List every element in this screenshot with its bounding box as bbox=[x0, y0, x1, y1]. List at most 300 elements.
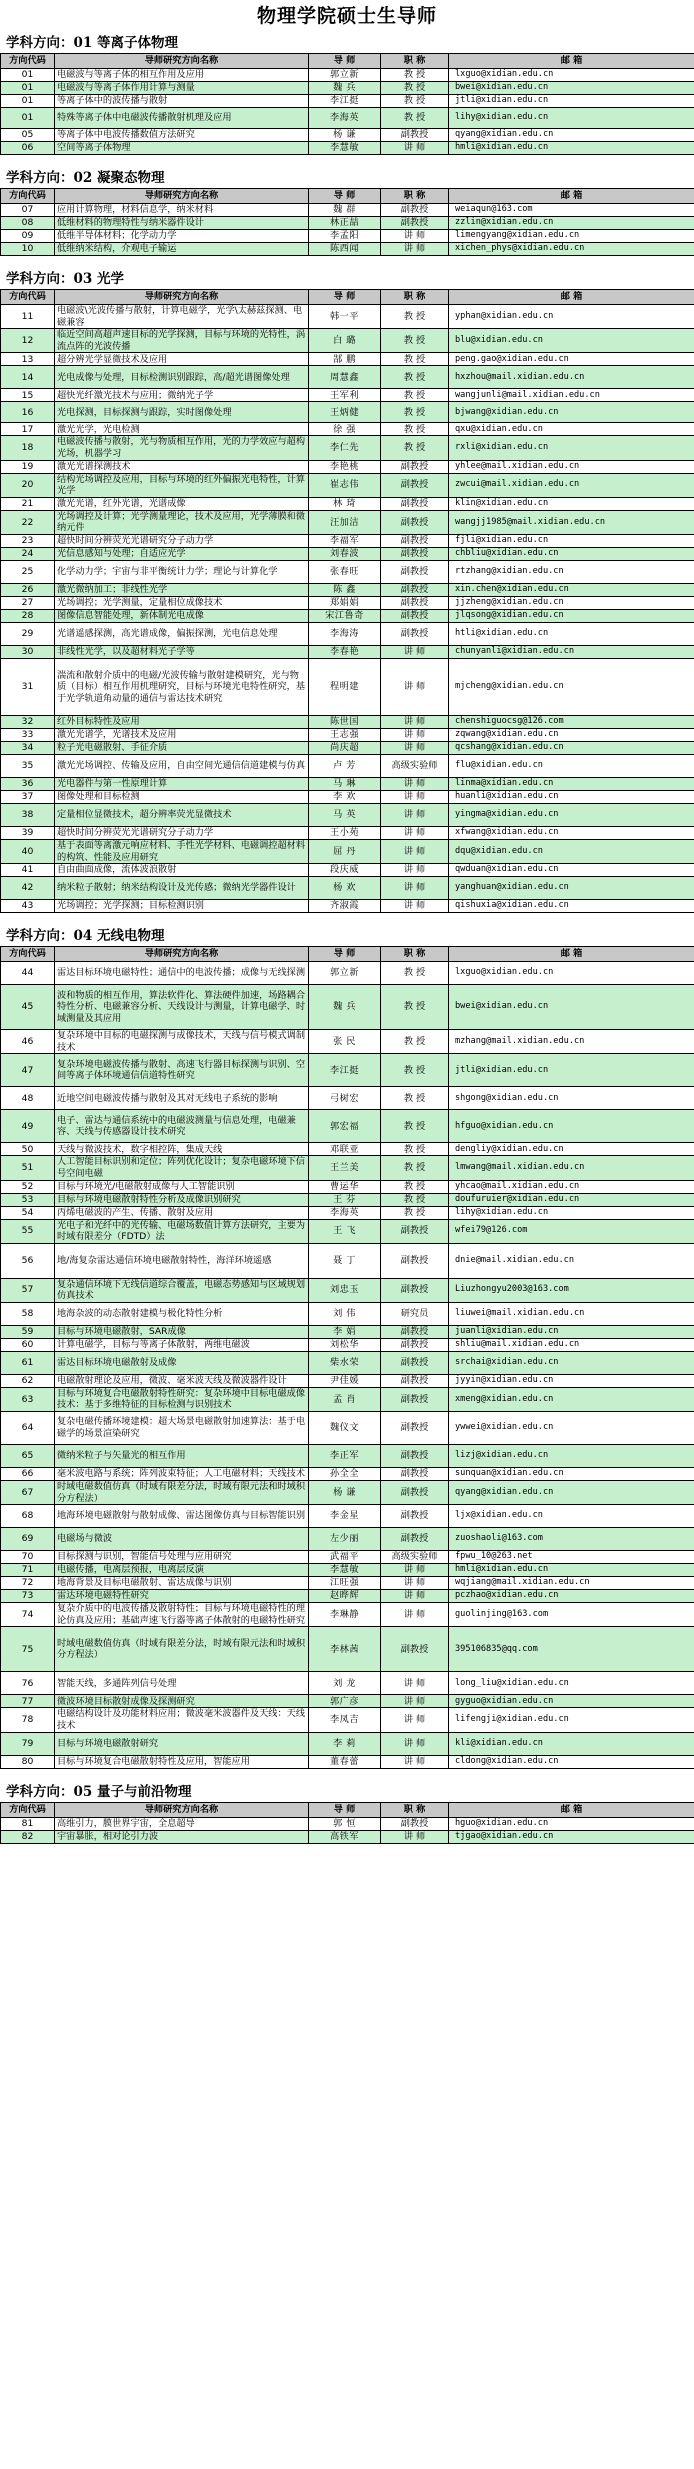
advisor-email[interactable]: ljx@xidian.edu.cn bbox=[449, 1505, 694, 1528]
advisor-title: 副教授 bbox=[381, 1627, 449, 1672]
advisor-title: 讲 师 bbox=[381, 1603, 449, 1627]
advisor-title: 副教授 bbox=[381, 204, 449, 217]
advisor-email[interactable]: doufuruier@xidian.edu.cn bbox=[449, 1193, 694, 1206]
table-row bbox=[1, 1054, 694, 1087]
section-heading: 学科方向：03 光学 bbox=[6, 271, 124, 287]
table-row bbox=[1, 777, 694, 790]
research-direction: 激光光谱，红外光谱，光谱成像 bbox=[55, 497, 309, 510]
research-direction: 空间等离子体物理 bbox=[55, 142, 309, 155]
research-direction: 激光光场调控、传输及应用，自由空间光通信信道建模与仿真 bbox=[55, 754, 309, 777]
advisor-name: 尚庆超 bbox=[309, 741, 381, 754]
advisor-name: 李福军 bbox=[309, 534, 381, 547]
direction-code: 07 bbox=[1, 204, 55, 217]
col-header-research: 导师研究方向名称 bbox=[55, 947, 309, 962]
table-row bbox=[1, 1755, 694, 1768]
research-direction: 超快时间分辨荧光光谱研究分子动力学 bbox=[55, 534, 309, 547]
direction-code: 42 bbox=[1, 877, 55, 900]
advisor-email[interactable]: hmli@xidian.edu.cn bbox=[449, 142, 694, 155]
table-row bbox=[1, 1412, 694, 1445]
col-header-title: 职 称 bbox=[381, 54, 449, 69]
table-row bbox=[1, 547, 694, 560]
research-direction: 地海杂波的动态散射建模与极化特性分析 bbox=[55, 1302, 309, 1325]
advisor-email[interactable]: bwei@xidian.edu.cn bbox=[449, 82, 694, 95]
advisor-email[interactable]: mjcheng@xidian.edu.cn bbox=[449, 658, 694, 715]
advisor-title: 副教授 bbox=[381, 1219, 449, 1243]
advisor-name: 弓树宏 bbox=[309, 1087, 381, 1110]
advisor-email[interactable]: yhlee@mail.xidian.edu.cn bbox=[449, 460, 694, 473]
table-row bbox=[1, 1505, 694, 1528]
direction-code: 21 bbox=[1, 497, 55, 510]
advisor-email[interactable]: lihy@xidian.edu.cn bbox=[449, 1206, 694, 1219]
research-direction: 激光微纳加工；非线性光学 bbox=[55, 583, 309, 596]
table-row bbox=[1, 1603, 694, 1627]
advisor-name: 崔志伟 bbox=[309, 473, 381, 497]
advisor-title: 讲 师 bbox=[381, 790, 449, 803]
direction-code: 50 bbox=[1, 1143, 55, 1156]
advisor-email[interactable]: Liuzhongyu2003@163.com bbox=[449, 1278, 694, 1302]
advisor-email[interactable]: gyguo@xidian.edu.cn bbox=[449, 1695, 694, 1708]
advisor-email[interactable]: wqjiang@mail.xidian.edu.cn bbox=[449, 1577, 694, 1590]
table-row bbox=[1, 82, 694, 95]
advisor-name: 王 芬 bbox=[309, 1193, 381, 1206]
advisor-title: 教 授 bbox=[381, 305, 449, 329]
advisor-name: 李江挺 bbox=[309, 1054, 381, 1087]
advisor-name: 陈西闻 bbox=[309, 243, 381, 256]
advisor-email[interactable]: flu@xidian.edu.cn bbox=[449, 754, 694, 777]
advisor-name: 王军利 bbox=[309, 389, 381, 402]
advisor-email[interactable]: cldong@xidian.edu.cn bbox=[449, 1755, 694, 1768]
advisor-name: 江旺强 bbox=[309, 1577, 381, 1590]
advisor-email[interactable]: chenshiguocsg@126.com bbox=[449, 715, 694, 728]
advisor-email[interactable]: long_liu@xidian.edu.cn bbox=[449, 1672, 694, 1695]
advisor-email[interactable]: yphan@xidian.edu.cn bbox=[449, 305, 694, 329]
table-row bbox=[1, 1302, 694, 1325]
advisor-email[interactable]: lxguo@xidian.edu.cn bbox=[449, 69, 694, 82]
advisor-name: 王炳健 bbox=[309, 402, 381, 423]
sections-container bbox=[0, 32, 694, 1844]
advisor-name: 柴水荣 bbox=[309, 1351, 381, 1374]
table-row bbox=[1, 583, 694, 596]
advisor-name: 李春艳 bbox=[309, 645, 381, 658]
direction-code: 63 bbox=[1, 1387, 55, 1411]
advisor-title: 讲 师 bbox=[381, 1732, 449, 1755]
direction-code: 52 bbox=[1, 1180, 55, 1193]
advisor-title: 副教授 bbox=[381, 1387, 449, 1411]
advisor-email[interactable]: linma@xidian.edu.cn bbox=[449, 777, 694, 790]
advisor-email[interactable]: qishuxia@xidian.edu.cn bbox=[449, 900, 694, 913]
advisor-email[interactable]: wangjj1985@mail.xidian.edu.cn bbox=[449, 510, 694, 534]
table-row bbox=[1, 473, 694, 497]
advisor-title: 讲 师 bbox=[381, 877, 449, 900]
advisor-name: 杨 欢 bbox=[309, 877, 381, 900]
advisor-name: 白 璐 bbox=[309, 329, 381, 353]
advisor-title: 讲 师 bbox=[381, 741, 449, 754]
direction-code: 11 bbox=[1, 305, 55, 329]
col-header-advisor: 导 师 bbox=[309, 1802, 381, 1817]
table-row bbox=[1, 366, 694, 389]
advisor-name: 陈世国 bbox=[309, 715, 381, 728]
research-direction: 激光光谱探测技术 bbox=[55, 460, 309, 473]
research-direction: 近地空间电磁波传播与散射及其对无线电子系统的影响 bbox=[55, 1087, 309, 1110]
advisor-email[interactable]: zwcui@mail.xidian.edu.cn bbox=[449, 473, 694, 497]
col-header-code: 方向代码 bbox=[1, 54, 55, 69]
advisor-email[interactable]: qyang@xidian.edu.cn bbox=[449, 129, 694, 142]
advisor-title: 讲 师 bbox=[381, 715, 449, 728]
advisor-email[interactable]: liuwei@mail.xidian.edu.cn bbox=[449, 1302, 694, 1325]
advisor-title: 讲 师 bbox=[381, 1830, 449, 1843]
advisor-title: 讲 师 bbox=[381, 1672, 449, 1695]
col-header-code: 方向代码 bbox=[1, 189, 55, 204]
research-direction: 电磁散射理论及应用，微波、毫米波天线及微波器件设计 bbox=[55, 1374, 309, 1387]
advisor-email[interactable]: htli@xidian.edu.cn bbox=[449, 622, 694, 645]
advisor-title: 副教授 bbox=[381, 1325, 449, 1338]
direction-code: 15 bbox=[1, 389, 55, 402]
advisor-name: 宋江鲁奇 bbox=[309, 609, 381, 622]
advisor-email[interactable]: dqu@xidian.edu.cn bbox=[449, 839, 694, 863]
research-direction: 化学动力学；宇宙与非平衡统计力学；理论与计算化学 bbox=[55, 560, 309, 583]
research-direction: 临近空间高超声速目标的光学探测，目标与环境的光特性，涡流点阵的光波传播 bbox=[55, 329, 309, 353]
advisor-email[interactable]: pczhao@xidian.edu.cn bbox=[449, 1590, 694, 1603]
advisor-email[interactable]: fjli@xidian.edu.cn bbox=[449, 534, 694, 547]
advisor-email[interactable]: xmeng@xidian.edu.cn bbox=[449, 1387, 694, 1411]
research-direction: 毫米波电路与系统；阵列波束特征；人工电磁材料；天线技术 bbox=[55, 1468, 309, 1481]
research-direction: 图像信息智能处理，新体制光电成像 bbox=[55, 609, 309, 622]
advisor-title: 副教授 bbox=[381, 547, 449, 560]
direction-code: 57 bbox=[1, 1278, 55, 1302]
advisor-email[interactable]: zqwang@xidian.edu.cn bbox=[449, 728, 694, 741]
advisor-email[interactable]: sunquan@xidian.edu.cn bbox=[449, 1468, 694, 1481]
research-direction: 激光光学，光电检测 bbox=[55, 423, 309, 436]
advisor-name: 李琳静 bbox=[309, 1603, 381, 1627]
advisor-email[interactable]: chbliu@xidian.edu.cn bbox=[449, 547, 694, 560]
direction-code: 09 bbox=[1, 230, 55, 243]
advisor-table bbox=[0, 946, 694, 1769]
advisor-email[interactable]: lihy@xidian.edu.cn bbox=[449, 108, 694, 129]
advisor-name: 李 莉 bbox=[309, 1732, 381, 1755]
col-header-title: 职 称 bbox=[381, 189, 449, 204]
advisor-email[interactable]: yanghuan@xidian.edu.cn bbox=[449, 877, 694, 900]
table-row bbox=[1, 129, 694, 142]
advisor-name: 李金星 bbox=[309, 1505, 381, 1528]
research-direction: 电磁场与微波 bbox=[55, 1528, 309, 1551]
advisor-email[interactable]: guolinjing@163.com bbox=[449, 1603, 694, 1627]
advisor-title: 教 授 bbox=[381, 329, 449, 353]
advisor-name: 王小苑 bbox=[309, 826, 381, 839]
advisor-email[interactable]: tjgao@xidian.edu.cn bbox=[449, 1830, 694, 1843]
advisor-table bbox=[0, 1802, 694, 1844]
advisor-email[interactable]: qxu@xidian.edu.cn bbox=[449, 423, 694, 436]
advisor-email[interactable]: shliu@mail.xidian.edu.cn bbox=[449, 1338, 694, 1351]
col-header-advisor: 导 师 bbox=[309, 189, 381, 204]
table-row bbox=[1, 1564, 694, 1577]
advisor-name: 孙全全 bbox=[309, 1468, 381, 1481]
advisor-email[interactable]: klin@xidian.edu.cn bbox=[449, 497, 694, 510]
advisor-email[interactable]: qcshang@xidian.edu.cn bbox=[449, 741, 694, 754]
advisor-name: 刘松华 bbox=[309, 1338, 381, 1351]
table-row bbox=[1, 1325, 694, 1338]
direction-code: 26 bbox=[1, 583, 55, 596]
advisor-email[interactable]: weiaqun@163.com bbox=[449, 204, 694, 217]
research-direction: 复杂通信环境下无线信道综合覆盖，电磁态势感知与区域规划仿真技术 bbox=[55, 1278, 309, 1302]
advisor-email[interactable]: xin.chen@xidian.edu.cn bbox=[449, 583, 694, 596]
page-title: 物理学院硕士生导师 bbox=[256, 5, 437, 27]
direction-code: 68 bbox=[1, 1505, 55, 1528]
advisor-email[interactable]: zzlin@xidian.edu.cn bbox=[449, 217, 694, 230]
advisor-title: 副教授 bbox=[381, 1528, 449, 1551]
research-direction: 电磁波与等离子体的相互作用及应用 bbox=[55, 69, 309, 82]
advisor-title: 讲 师 bbox=[381, 142, 449, 155]
research-direction: 光信息感知与处理；自适应光学 bbox=[55, 547, 309, 560]
col-header-research: 导师研究方向名称 bbox=[55, 54, 309, 69]
advisor-name: 周慧鑫 bbox=[309, 366, 381, 389]
col-header-email: 邮 箱 bbox=[449, 189, 694, 204]
advisor-title: 副教授 bbox=[381, 473, 449, 497]
advisor-name: 刘春波 bbox=[309, 547, 381, 560]
advisor-title: 教 授 bbox=[381, 353, 449, 366]
research-direction: 微波环境目标散射成像及探测研究 bbox=[55, 1695, 309, 1708]
table-row bbox=[1, 230, 694, 243]
advisor-title: 教 授 bbox=[381, 1087, 449, 1110]
advisor-name: 李孟阳 bbox=[309, 230, 381, 243]
advisor-email[interactable]: dengliy@xidian.edu.cn bbox=[449, 1143, 694, 1156]
advisor-name: 卢 芳 bbox=[309, 754, 381, 777]
research-direction: 目标与环境电磁散射研究 bbox=[55, 1732, 309, 1755]
discipline-section bbox=[0, 167, 694, 256]
direction-code: 47 bbox=[1, 1054, 55, 1087]
advisor-title: 教 授 bbox=[381, 1054, 449, 1087]
advisor-name: 齐淑霞 bbox=[309, 900, 381, 913]
advisor-name: 李海涛 bbox=[309, 622, 381, 645]
table-row bbox=[1, 1338, 694, 1351]
advisor-name: 李凤吉 bbox=[309, 1708, 381, 1732]
advisor-email[interactable]: qwduan@xidian.edu.cn bbox=[449, 864, 694, 877]
col-header-title: 职 称 bbox=[381, 947, 449, 962]
advisor-email[interactable]: lmwang@mail.xidian.edu.cn bbox=[449, 1156, 694, 1180]
advisor-email[interactable]: hxzhou@mail.xidian.edu.cn bbox=[449, 366, 694, 389]
advisor-title: 副教授 bbox=[381, 609, 449, 622]
table-row bbox=[1, 609, 694, 622]
advisor-email[interactable]: jtli@xidian.edu.cn bbox=[449, 95, 694, 108]
advisor-title: 副教授 bbox=[381, 1468, 449, 1481]
advisor-email[interactable]: lxguo@xidian.edu.cn bbox=[449, 962, 694, 985]
advisor-email[interactable]: xichen_phys@xidian.edu.cn bbox=[449, 243, 694, 256]
advisor-email[interactable]: jyyin@xidian.edu.cn bbox=[449, 1374, 694, 1387]
advisor-table bbox=[0, 289, 694, 913]
table-row bbox=[1, 658, 694, 715]
research-direction: 目标与环境复合电磁散射特性及应用，智能应用 bbox=[55, 1755, 309, 1768]
discipline-section bbox=[0, 925, 694, 1769]
advisor-title: 教 授 bbox=[381, 108, 449, 129]
advisor-email[interactable]: rxli@xidian.edu.cn bbox=[449, 436, 694, 460]
research-direction: 丙烯电磁波的产生、传播、散射及应用 bbox=[55, 1206, 309, 1219]
advisor-title: 副教授 bbox=[381, 1351, 449, 1374]
table-row bbox=[1, 389, 694, 402]
direction-code: 01 bbox=[1, 95, 55, 108]
direction-code: 55 bbox=[1, 1219, 55, 1243]
advisor-name: 李海英 bbox=[309, 108, 381, 129]
advisor-name: 李正军 bbox=[309, 1445, 381, 1468]
advisor-email[interactable]: huanli@xidian.edu.cn bbox=[449, 790, 694, 803]
advisor-title: 讲 师 bbox=[381, 1564, 449, 1577]
table-row bbox=[1, 402, 694, 423]
research-direction: 应用计算物理，材料信息学，纳米材料 bbox=[55, 204, 309, 217]
research-direction: 自由曲面成像，流体波浪散射 bbox=[55, 864, 309, 877]
research-direction: 低维材料的物理特性与纳米器件设计 bbox=[55, 217, 309, 230]
research-direction: 人工智能目标识别和定位；阵列优化设计；复杂电磁环境下信号空间电磁 bbox=[55, 1156, 309, 1180]
table-row bbox=[1, 305, 694, 329]
advisor-email[interactable]: lizj@xidian.edu.cn bbox=[449, 1445, 694, 1468]
research-direction: 复杂介质中的电波传播及散射特性；目标与环境电磁特性的理论仿真及应用；基础声速飞行器等离子体散射的电磁特性研究 bbox=[55, 1603, 309, 1627]
advisor-name: 杨 谦 bbox=[309, 129, 381, 142]
direction-code: 12 bbox=[1, 329, 55, 353]
research-direction: 电子、雷达与通信系统中的电磁波测量与信息处理，电磁兼容、天线与传感器设计技术研究 bbox=[55, 1110, 309, 1143]
direction-code: 82 bbox=[1, 1830, 55, 1843]
advisor-email[interactable]: rtzhang@xidian.edu.cn bbox=[449, 560, 694, 583]
table-row bbox=[1, 962, 694, 985]
advisor-email[interactable]: fpwu_10@263.net bbox=[449, 1551, 694, 1564]
advisor-email[interactable]: wfei79@126.com bbox=[449, 1219, 694, 1243]
advisor-name: 武福平 bbox=[309, 1551, 381, 1564]
table-header-row bbox=[1, 1802, 694, 1817]
advisor-email[interactable]: peng.gao@xidian.edu.cn bbox=[449, 353, 694, 366]
table-row bbox=[1, 790, 694, 803]
advisor-title: 副教授 bbox=[381, 1374, 449, 1387]
advisor-email[interactable]: limengyang@xidian.edu.cn bbox=[449, 230, 694, 243]
advisor-email[interactable]: srchai@xidian.edu.cn bbox=[449, 1351, 694, 1374]
table-row bbox=[1, 1193, 694, 1206]
advisor-email[interactable]: kli@xidian.edu.cn bbox=[449, 1732, 694, 1755]
advisor-title: 高级实验师 bbox=[381, 1551, 449, 1564]
research-direction: 计算电磁学，目标与等离子体散射，两维电磁波 bbox=[55, 1338, 309, 1351]
table-row bbox=[1, 864, 694, 877]
advisor-title: 副教授 bbox=[381, 583, 449, 596]
advisor-name: 郭宏福 bbox=[309, 1110, 381, 1143]
advisor-email[interactable]: shgong@xidian.edu.cn bbox=[449, 1087, 694, 1110]
advisor-email[interactable]: hmli@xidian.edu.cn bbox=[449, 1564, 694, 1577]
table-row bbox=[1, 1732, 694, 1755]
advisor-email[interactable]: 395106835@qq.com bbox=[449, 1627, 694, 1672]
advisor-email[interactable]: juanli@xidian.edu.cn bbox=[449, 1325, 694, 1338]
advisor-name: 郭立新 bbox=[309, 962, 381, 985]
advisor-name: 郭广彦 bbox=[309, 1695, 381, 1708]
advisor-name: 陈 鑫 bbox=[309, 583, 381, 596]
research-direction: 电磁波与等离子体作用计算与测量 bbox=[55, 82, 309, 95]
advisor-name: 汪加洁 bbox=[309, 510, 381, 534]
direction-code: 25 bbox=[1, 560, 55, 583]
advisor-name: 郑娟娟 bbox=[309, 596, 381, 609]
advisor-title: 副教授 bbox=[381, 1278, 449, 1302]
advisor-name: 邓联亚 bbox=[309, 1143, 381, 1156]
table-row bbox=[1, 754, 694, 777]
table-row bbox=[1, 1110, 694, 1143]
advisor-email[interactable]: yhcao@mail.xidian.edu.cn bbox=[449, 1180, 694, 1193]
advisor-email[interactable]: zuoshaoli@163.com bbox=[449, 1528, 694, 1551]
research-direction: 光电探测，目标探测与跟踪，实时图像处理 bbox=[55, 402, 309, 423]
advisor-title: 讲 师 bbox=[381, 1755, 449, 1768]
table-row bbox=[1, 436, 694, 460]
research-direction: 激光光谱学，光谱技术及应用 bbox=[55, 728, 309, 741]
advisor-title: 副教授 bbox=[381, 217, 449, 230]
direction-code: 06 bbox=[1, 142, 55, 155]
advisor-title: 教 授 bbox=[381, 1206, 449, 1219]
discipline-section bbox=[0, 268, 694, 913]
col-header-title: 职 称 bbox=[381, 290, 449, 305]
advisor-email[interactable]: xfwang@xidian.edu.cn bbox=[449, 826, 694, 839]
direction-code: 33 bbox=[1, 728, 55, 741]
advisor-title: 副教授 bbox=[381, 596, 449, 609]
table-row bbox=[1, 1468, 694, 1481]
research-direction: 雷达目标环境电磁特性；通信中的电波传播；成像与无线探测 bbox=[55, 962, 309, 985]
table-row bbox=[1, 1445, 694, 1468]
advisor-email[interactable]: jlqsong@xidian.edu.cn bbox=[449, 609, 694, 622]
advisor-title: 讲 师 bbox=[381, 826, 449, 839]
research-direction: 基于表面等离激元响应材料、手性光学材料、电磁调控超材料的构筑、性能及应用研究 bbox=[55, 839, 309, 863]
direction-code: 78 bbox=[1, 1708, 55, 1732]
advisor-title: 讲 师 bbox=[381, 803, 449, 826]
table-row bbox=[1, 596, 694, 609]
advisor-name: 李慧敏 bbox=[309, 142, 381, 155]
advisor-name: 孟 肖 bbox=[309, 1387, 381, 1411]
advisor-email[interactable]: jjzheng@xidian.edu.cn bbox=[449, 596, 694, 609]
col-header-research: 导师研究方向名称 bbox=[55, 189, 309, 204]
advisor-email[interactable]: hguo@xidian.edu.cn bbox=[449, 1817, 694, 1830]
table-row bbox=[1, 622, 694, 645]
advisor-name: 林正喆 bbox=[309, 217, 381, 230]
advisor-email[interactable]: jtli@xidian.edu.cn bbox=[449, 1054, 694, 1087]
advisor-table bbox=[0, 53, 694, 155]
direction-code: 05 bbox=[1, 129, 55, 142]
col-header-email: 邮 箱 bbox=[449, 290, 694, 305]
research-direction: 复杂环境中目标的电磁探测与成像技术，天线与信号模式调制技术 bbox=[55, 1030, 309, 1054]
advisor-email[interactable]: lifengji@xidian.edu.cn bbox=[449, 1708, 694, 1732]
advisor-name: 程明建 bbox=[309, 658, 381, 715]
col-header-code: 方向代码 bbox=[1, 947, 55, 962]
research-direction: 地海背景及目标电磁散射、雷达成像与识别 bbox=[55, 1577, 309, 1590]
advisor-title: 高级实验师 bbox=[381, 754, 449, 777]
advisor-email[interactable]: wangjunli@mail.xidian.edu.cn bbox=[449, 389, 694, 402]
advisor-email[interactable]: dnie@mail.xidian.edu.cn bbox=[449, 1243, 694, 1278]
direction-code: 01 bbox=[1, 69, 55, 82]
advisor-title: 讲 师 bbox=[381, 658, 449, 715]
advisor-name: 张春旺 bbox=[309, 560, 381, 583]
advisor-email[interactable]: bjwang@xidian.edu.cn bbox=[449, 402, 694, 423]
advisor-email[interactable]: yingma@xidian.edu.cn bbox=[449, 803, 694, 826]
advisor-title: 副教授 bbox=[381, 497, 449, 510]
table-header-row bbox=[1, 54, 694, 69]
advisor-email[interactable]: hfguo@xidian.edu.cn bbox=[449, 1110, 694, 1143]
advisor-email[interactable]: ywwei@xidian.edu.cn bbox=[449, 1412, 694, 1445]
advisor-email[interactable]: chunyanli@xidian.edu.cn bbox=[449, 645, 694, 658]
advisor-name: 韩一平 bbox=[309, 305, 381, 329]
advisor-title: 教 授 bbox=[381, 1193, 449, 1206]
advisor-email[interactable]: blu@xidian.edu.cn bbox=[449, 329, 694, 353]
advisor-name: 郭 恒 bbox=[309, 1817, 381, 1830]
research-direction: 波和物质的相互作用，算法软件化、算法硬件加速，场路耦合特性分析、电磁兼容分析、天线设计与测量，计算电磁学、时域测量及其应用 bbox=[55, 985, 309, 1030]
advisor-email[interactable]: mzhang@mail.xidian.edu.cn bbox=[449, 1030, 694, 1054]
advisor-email[interactable]: bwei@xidian.edu.cn bbox=[449, 985, 694, 1030]
direction-code: 51 bbox=[1, 1156, 55, 1180]
advisor-name: 魏仪文 bbox=[309, 1412, 381, 1445]
advisor-name: 郭立新 bbox=[309, 69, 381, 82]
advisor-title: 讲 师 bbox=[381, 777, 449, 790]
advisor-email[interactable]: qyang@xidian.edu.cn bbox=[449, 1481, 694, 1505]
table-row bbox=[1, 1143, 694, 1156]
direction-code: 01 bbox=[1, 108, 55, 129]
advisor-name: 李艳桃 bbox=[309, 460, 381, 473]
table-row bbox=[1, 1374, 694, 1387]
table-row bbox=[1, 645, 694, 658]
research-direction: 湍流和散射介质中的电磁/光波传输与散射建模研究，光与物质（目标）相互作用机理研究，目标与环境光电特性研究，基于光学轨道角动量的通信与雷达技术研究 bbox=[55, 658, 309, 715]
